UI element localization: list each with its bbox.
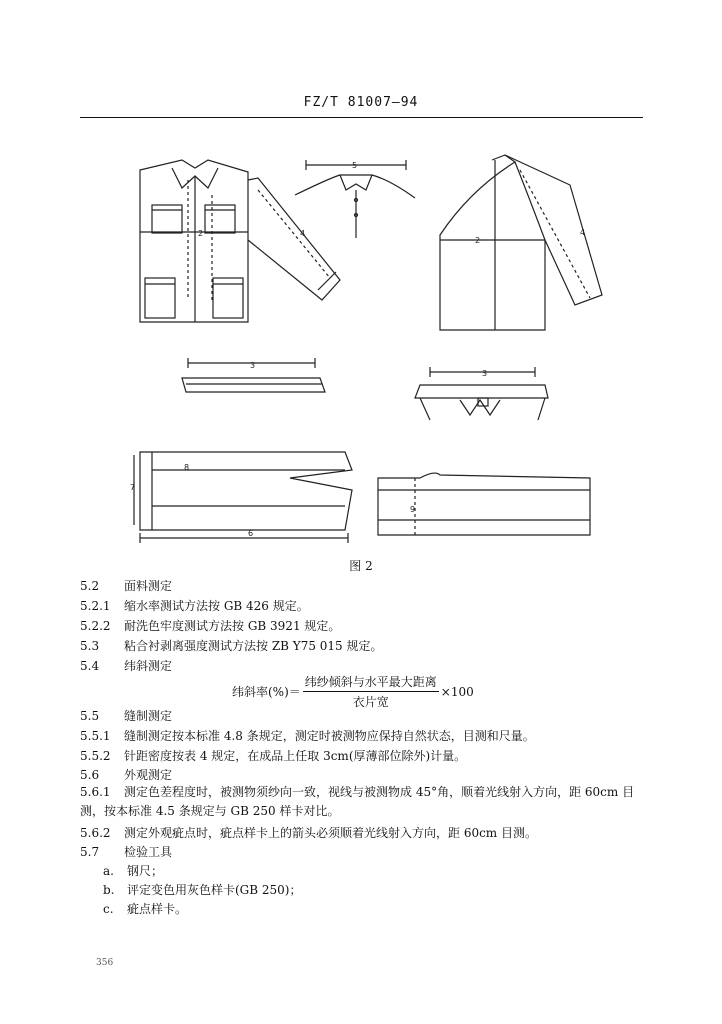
trousers-drawing: [134, 452, 352, 543]
weft-skew-formula: [232, 673, 474, 710]
jacket-front-drawing: [140, 160, 340, 322]
section-5-6: 5.6 外观测定: [80, 768, 173, 782]
formula-lhs: 纬斜率(%)＝: [232, 685, 301, 699]
dim-label-7: 7: [130, 483, 136, 492]
dim-label-4: 4: [300, 229, 306, 238]
section-5-5-2: 5.5.2 针距密度按表 4 规定，在成品上任取 3cm(厚薄部位除外)计量。: [80, 749, 467, 763]
dim-label-8: 8: [184, 463, 190, 472]
tool-item-b: b. 评定变色用灰色样卡(GB 250)；: [103, 883, 302, 897]
dim-label-3b: 3: [482, 369, 488, 378]
dim-label-6: 6: [248, 529, 254, 538]
formula-rhs: ×100: [440, 684, 474, 699]
section-5-5-1: 5.5.1 缝制测定按本标准 4.8 条规定，测定时被测物应保持自然状态，目测和尺量。: [80, 729, 535, 743]
section-5-6-1: 5.6.1 测定色差程度时，被测物须纱向一致，视线与被测物成 45°角，顺着光线射入方向，距 60cm 目测，按本标准 4.5 条规定与 GB 250 样卡对比。: [80, 785, 635, 818]
section-5-5: 5.5 缝制测定: [80, 709, 173, 723]
section-5-2-1: 5.2.1 缩水率测试方法按 GB 426 规定。: [80, 599, 309, 613]
standard-code-header: FZ/T 81007—94: [303, 95, 419, 110]
dim-label-5: 5: [352, 161, 358, 170]
tool-item-a: a. 钢尺；: [103, 864, 164, 878]
section-5-2: 5.2 面料测定: [80, 579, 173, 593]
dim-label-2: 2: [198, 229, 204, 238]
page-number: 356: [96, 958, 114, 968]
raglan-garment-drawing: [440, 155, 602, 330]
collar-drawing: [295, 160, 415, 238]
dim-label-4b: 4: [580, 228, 586, 237]
dim-label-2b: 2: [475, 236, 481, 245]
formula-numerator: 纬纱倾斜与水平最大距离: [303, 673, 439, 692]
section-5-2-2: 5.2.2 耐洗色牢度测试方法按 GB 3921 规定。: [80, 619, 341, 633]
figure-caption: 图 2: [349, 559, 373, 573]
section-5-6-2: 5.6.2 测定外观疵点时，疵点样卡上的箭头必须顺着光线射入方向，距 60cm 目测。: [80, 826, 538, 840]
dim-label-9: 9: [410, 505, 416, 514]
tool-item-c: c. 疵点样卡。: [103, 902, 188, 916]
formula-denominator: 衣片宽: [352, 695, 389, 709]
formula-fraction: [303, 673, 439, 710]
dim-label-3: 3: [250, 361, 256, 370]
section-5-3: 5.3 粘合衬剥离强度测试方法按 ZB Y75 015 规定。: [80, 639, 383, 653]
section-5-4: 5.4 纬斜测定: [80, 659, 173, 673]
section-5-7: 5.7 检验工具: [80, 845, 173, 859]
